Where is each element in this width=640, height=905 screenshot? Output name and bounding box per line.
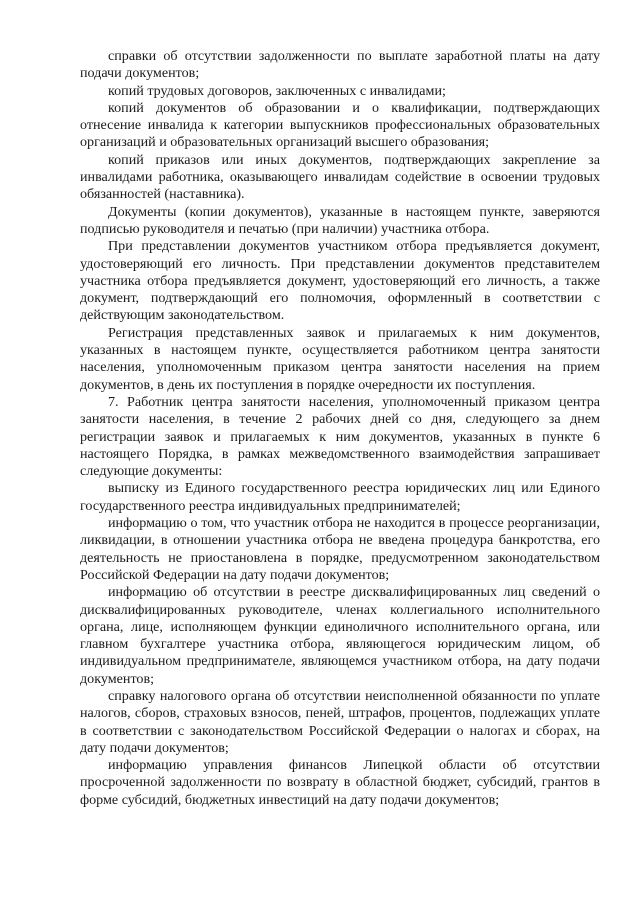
paragraph-certification: Документы (копии документов), указанные в настоящем пункте, заверяются подписью руководителя и печатью (при наличии) участника отбора. bbox=[80, 203, 600, 237]
paragraph-clause-7: 7. Работник центра занятости населения, уполномоченный приказом центра занятости населения, в течение 2 рабочих дней со дня, следующего за днем регистрации заявок и прилагаемых к ним документов, указанных в пункте 6 настоящего Порядка, в рамках межведомственного взаимодействия запрашивает следующие документы: bbox=[80, 393, 600, 480]
paragraph-education-documents: копий документов об образовании и о квалификации, подтверждающих отнесение инвалида к категории выпускников профессиональных образовательных организаций и образовательных организаций высшего образования; bbox=[80, 99, 600, 151]
paragraph-registration: Регистрация представленных заявок и прилагаемых к ним документов, указанных в настоящем пункте, осуществляется работником центра занятости населения, уполномоченным приказом центра занятости населения на прием документов, в день их поступления в порядке очередности их поступления. bbox=[80, 324, 600, 393]
paragraph-registry-extract: выписку из Единого государственного реестра юридических лиц или Единого государственного реестра индивидуальных предпринимателей; bbox=[80, 480, 600, 514]
paragraph-salary-debt-certificate: справки об отсутствии задолженности по выплате заработной платы на дату подачи документов; bbox=[80, 48, 600, 82]
paragraph-tax-certificate: справку налогового органа об отсутствии неисполненной обязанности по уплате налогов, сборов, страховых взносов, пеней, штрафов, процентов, подлежащих уплате в соответствии с законодательством Российской Федерации о налогах и сборах, на дату подачи документов; bbox=[80, 687, 600, 756]
paragraph-employment-contracts: копий трудовых договоров, заключенных с инвалидами; bbox=[108, 82, 446, 99]
document-body bbox=[80, 48, 600, 809]
paragraph-mentor-orders: копий приказов или иных документов, подтверждающих закрепление за инвалидами работника, оказывающего инвалидам содействие в освоении трудовых обязанностей (наставника). bbox=[80, 151, 600, 203]
paragraph-disqualified-persons: информацию об отсутствии в реестре дисквалифицированных лиц сведений о дисквалифицированных руководителе, членах коллегиального исполнительного органа, лице, исполняющем функции единоличного исполнительного органа, или главном бухгалтере участника отбора, являющегося юридическим лицом, об индивидуальном предпринимателе, являющемся участником отбора, на дату подачи документов; bbox=[80, 584, 600, 687]
paragraph-finance-department: информацию управления финансов Липецкой области об отсутствии просроченной задолженности по возврату в областной бюджет, субсидий, грантов в форме субсидий, бюджетных инвестиций на дату подачи документов; bbox=[80, 757, 600, 808]
paragraph-reorganization-info: информацию о том, что участник отбора не находится в процессе реорганизации, ликвидации, в отношении участника отбора не введена процедура банкротства, его деятельность не приостановлена в порядке, предусмотренном законодательством Российской Федерации на дату подачи документов; bbox=[80, 515, 600, 583]
paragraph-identity-documents: При представлении документов участником отбора предъявляется документ, удостоверяющий его личность. При представлении документов представителем участника отбора предъявляется документ, удостоверяющий его личность, а также документ, подтверждающий его полномочия, оформленный в соответствии с действующим законодательством. bbox=[80, 238, 600, 324]
